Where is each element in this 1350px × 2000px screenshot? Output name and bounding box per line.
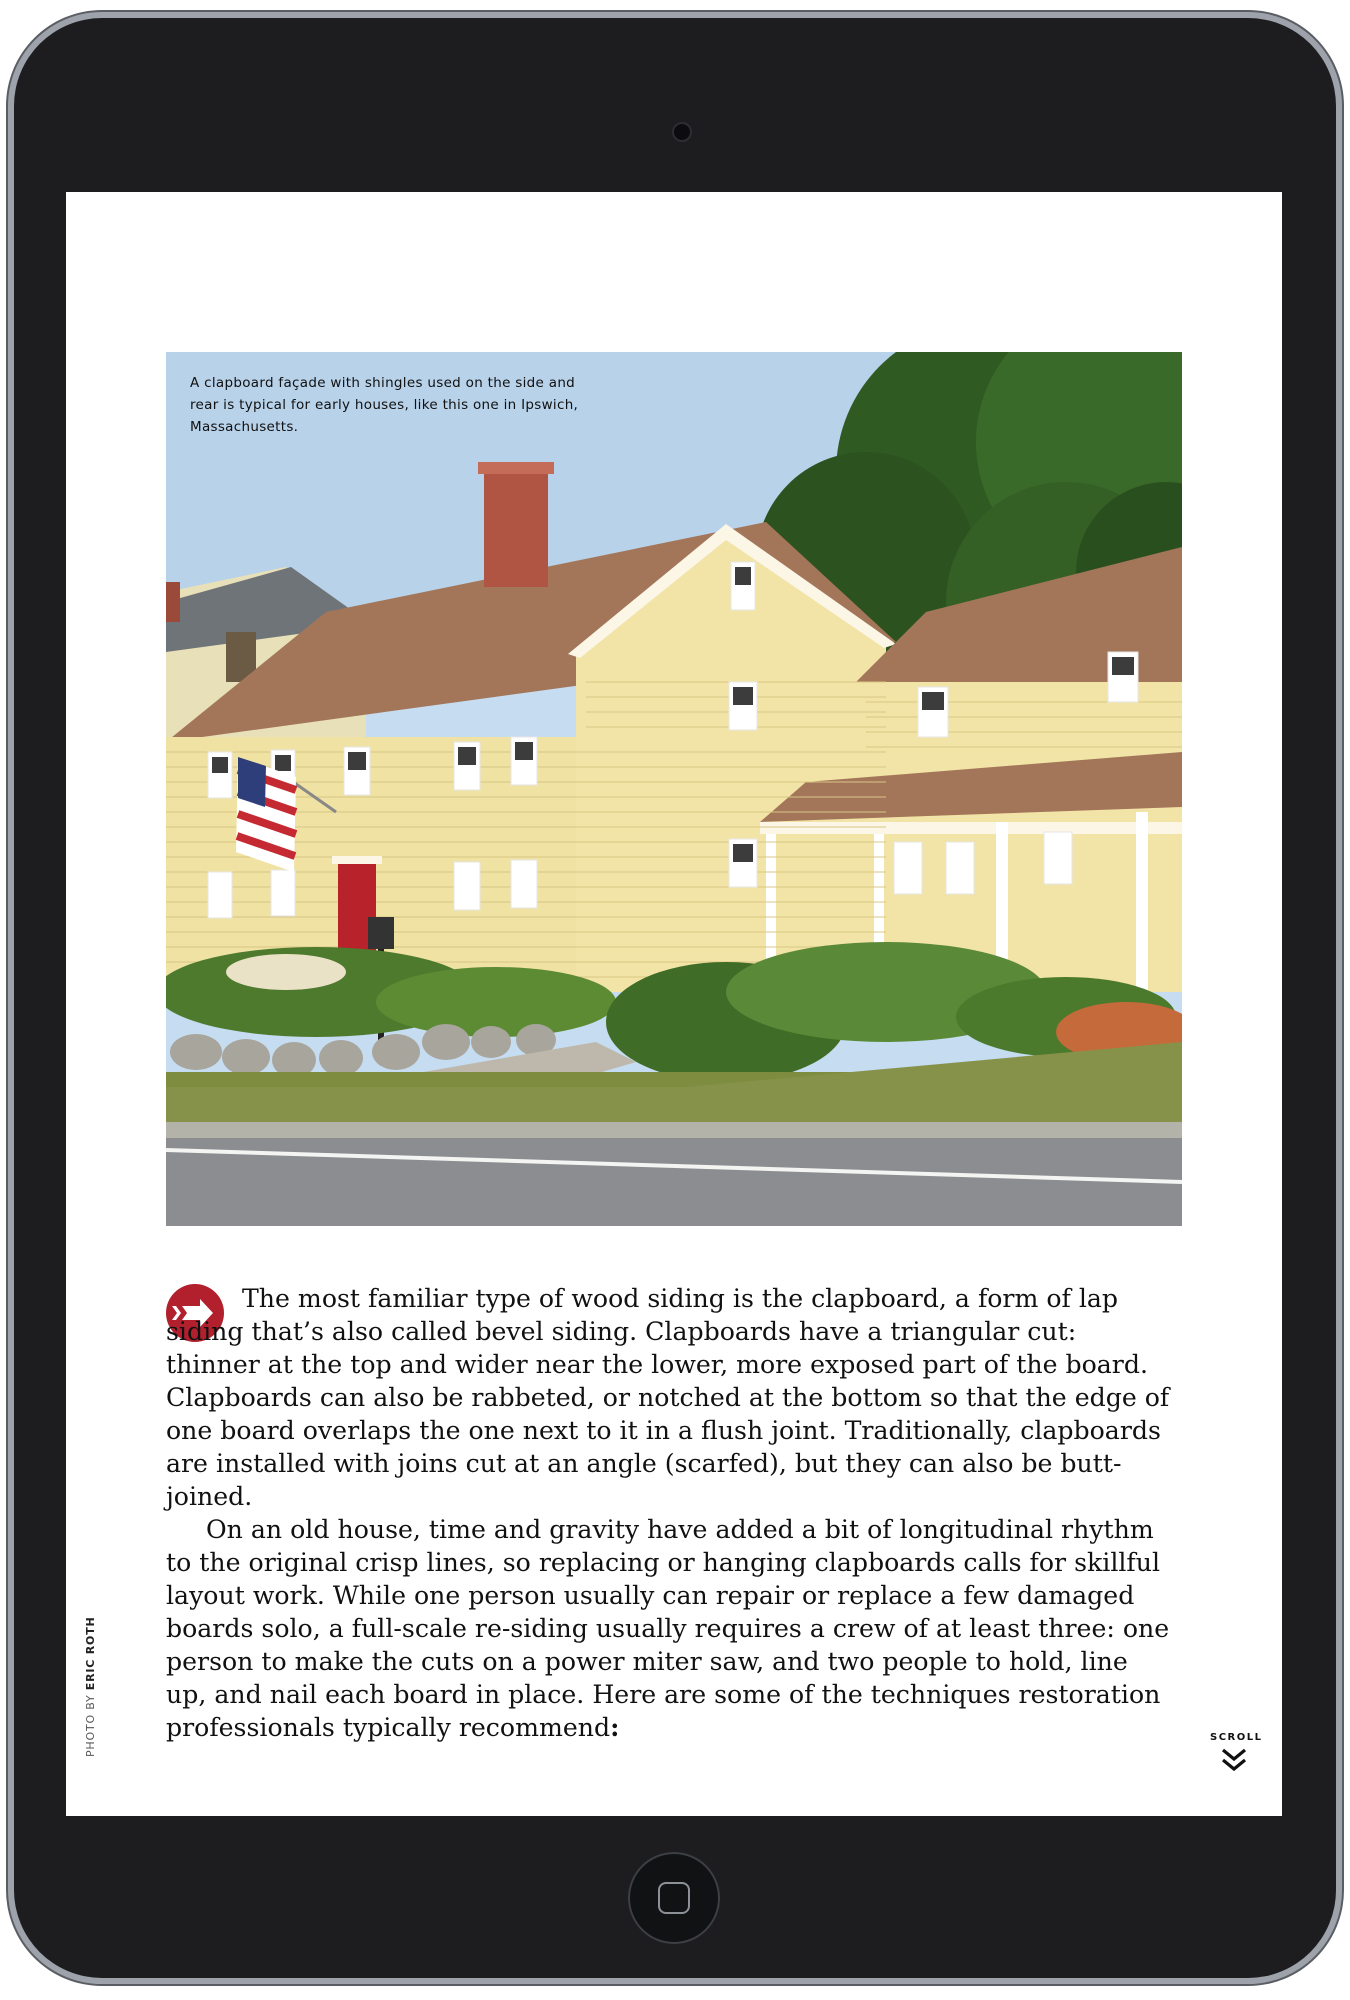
- paragraph-end: :: [610, 1712, 620, 1742]
- camera-icon: [672, 122, 692, 142]
- tablet-frame: [14, 18, 1336, 1978]
- scroll-label: SCROLL: [1210, 1732, 1263, 1743]
- double-chevron-down-icon: [1220, 1747, 1248, 1773]
- paragraph: [166, 1513, 1176, 1744]
- credit-name: ERIC ROTH: [84, 1616, 97, 1691]
- home-button[interactable]: [628, 1852, 720, 1944]
- paragraph: The most familiar type of wood siding is the clapboard, a form of lap siding that’s also called bevel siding. Clapboards have a triangular cut: thinner at the top and wider near the lower, more exposed part of the board. Clapboards can also be rabbeted, or notched at the bottom so that the edge of one board overlaps the one next to it in a flush joint. Traditionally, clapboards are installed with joins cut at an angle (scarfed), but they can also be butt-joined.: [166, 1284, 1170, 1511]
- american-flag: [236, 757, 296, 872]
- magazine-page[interactable]: [66, 192, 1282, 1816]
- photo-caption: A clapboard façade with shingles used on the side and rear is typical for early houses, like this one in Ipswich, Massachusetts.: [190, 375, 579, 435]
- article-body: [166, 1282, 1176, 1744]
- house-photo: [166, 352, 1182, 1226]
- house-illustration: [166, 352, 1182, 1226]
- photo-credit: [84, 1616, 97, 1757]
- home-button-icon: [658, 1882, 690, 1914]
- credit-prefix: PHOTO BY: [84, 1690, 97, 1757]
- paragraph-text: On an old house, time and gravity have added a bit of longitudinal rhythm to the original crisp lines, so replacing or hanging clapboards calls for skillful layout work. While one person usually can repair or replace a few damaged boards solo, a full-scale re-siding usually requires a crew of at least three: one person to make the cuts on a power miter saw, and two people to hold, line up, and nail each board in place. Here are some of the techniques restoration professionals typically recommend: [166, 1515, 1170, 1742]
- scroll-indicator[interactable]: [1210, 1732, 1263, 1773]
